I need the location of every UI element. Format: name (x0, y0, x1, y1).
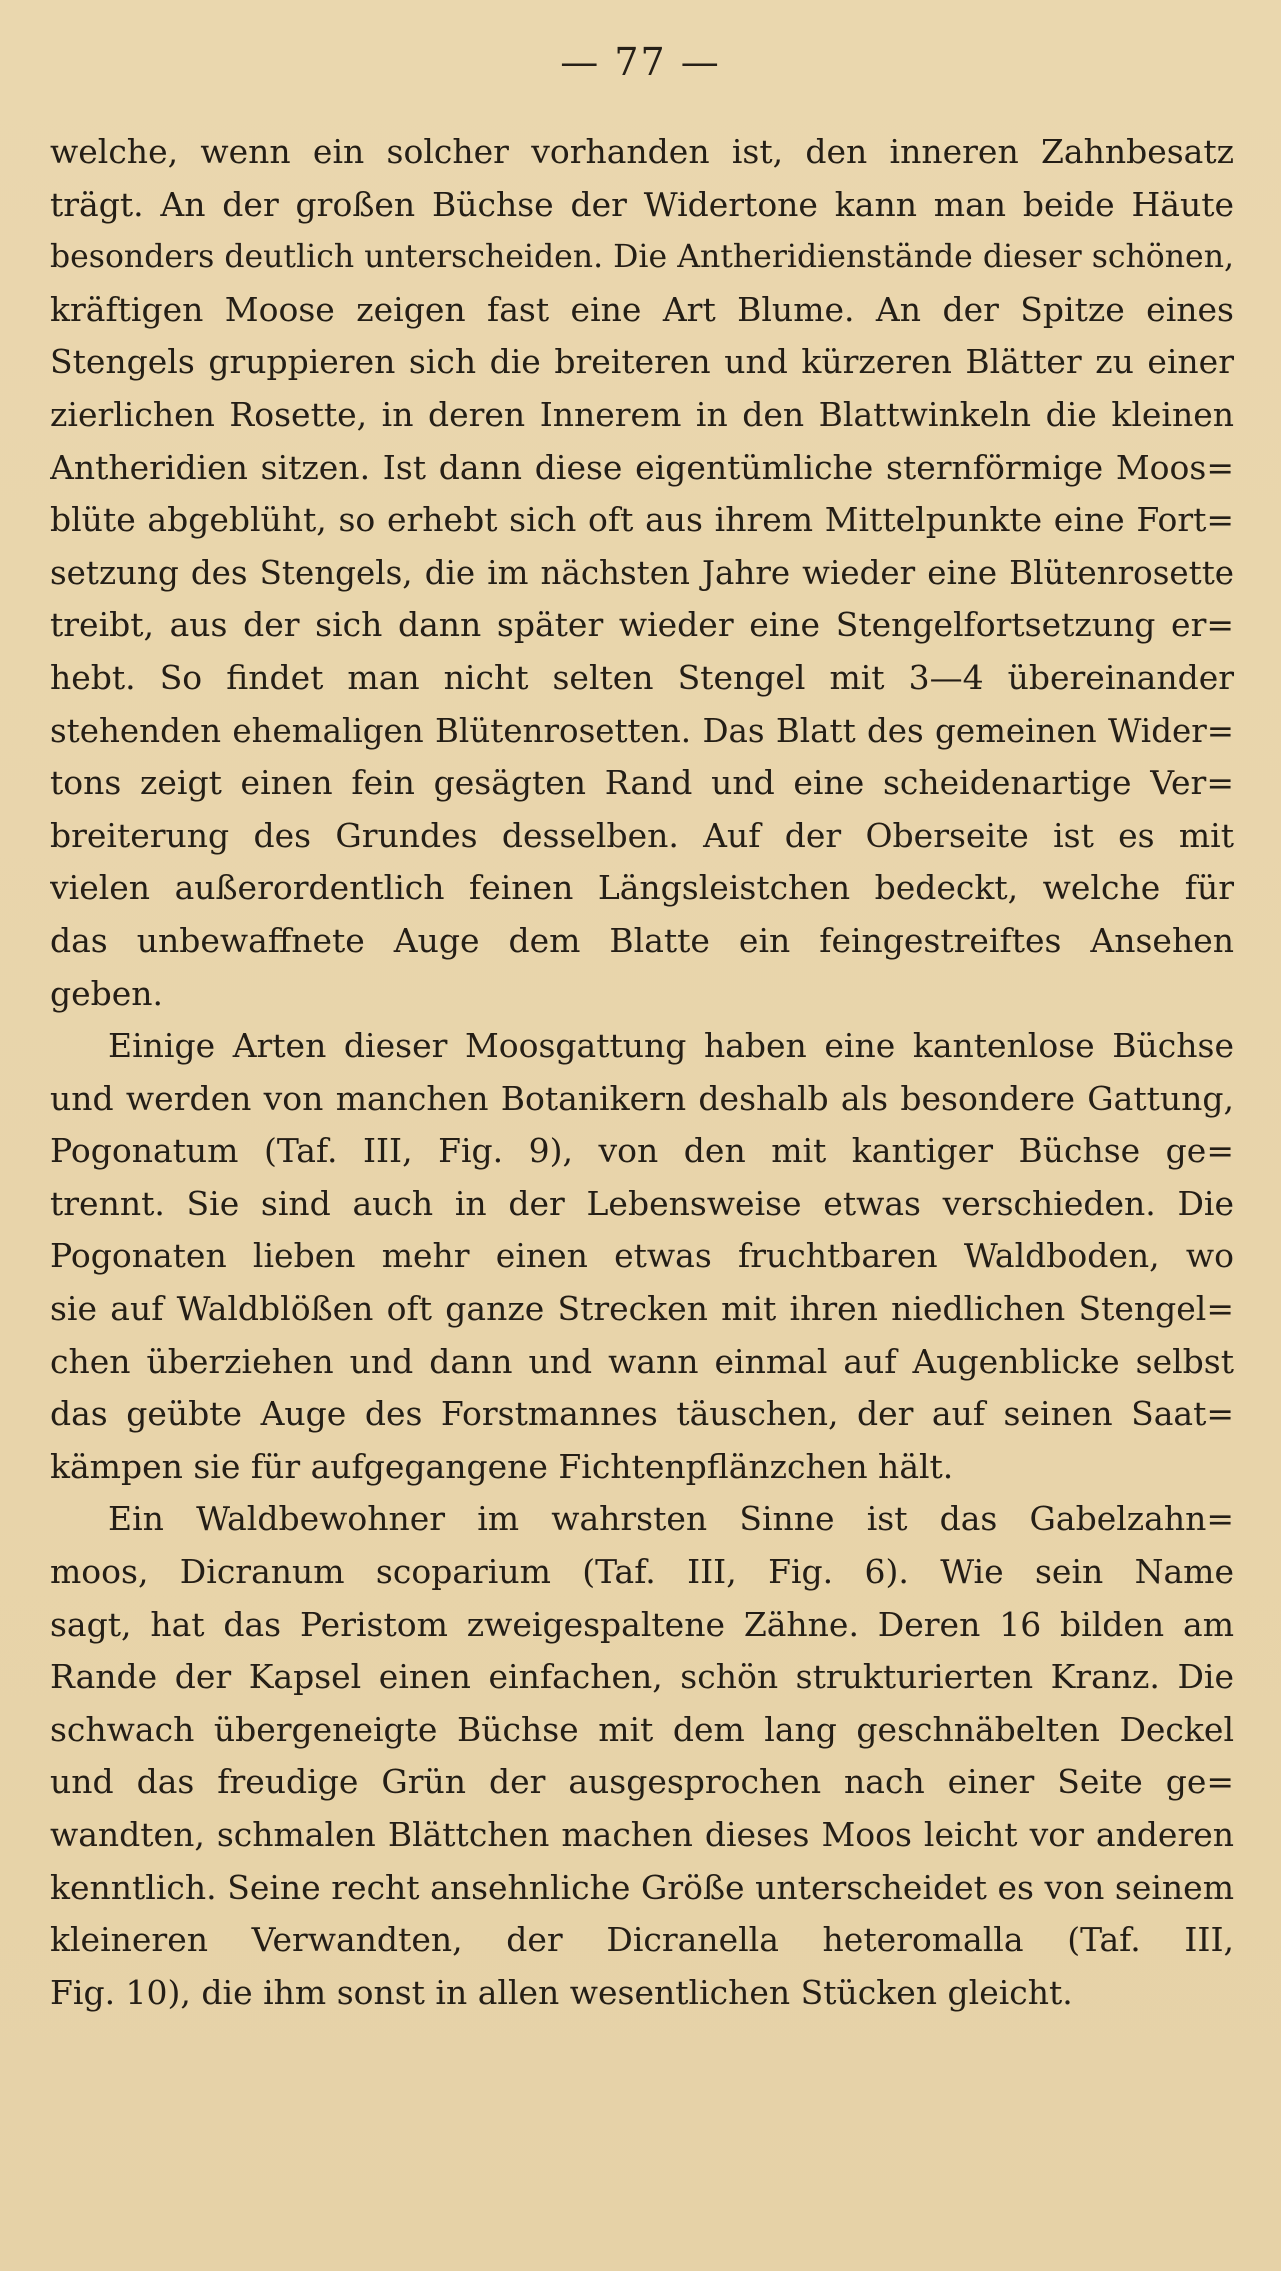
text-line: Pogonatum (Taf. III, Fig. 9), von den mit kantiger Büchse ge= (50, 1131, 1234, 1171)
text-line: setzung des Stengels, die im nächsten Jahre wieder eine Blütenrosette (50, 553, 1234, 592)
text-line: blüte abgeblüht, so erhebt sich oft aus ihrem Mittelpunkte eine Fort= (50, 500, 1234, 540)
body-text (50, 126, 1234, 2019)
text-line: geben. (50, 973, 164, 1013)
text-line: kräftigen Moose zeigen fast eine Art Blume. An der Spitze eines (50, 289, 1234, 329)
text-line: Antheridien sitzen. Ist dann diese eigentümliche sternförmige Moos= (50, 447, 1234, 487)
text-line: Ein Waldbewohner im wahrsten Sinne ist das Gabelzahn= (108, 1499, 1234, 1539)
text-line: sagt, hat das Peristom zweigespaltene Zähne. Deren 16 bilden am (50, 1604, 1234, 1644)
text-line: Einige Arten dieser Moosgattung haben eine kantenlose Büchse (108, 1026, 1234, 1066)
text-line: stehenden ehemaligen Blütenrosetten. Das Blatt des gemeinen Wider= (50, 711, 1234, 750)
text-line: Rande der Kapsel einen einfachen, schön strukturierten Kranz. Die (50, 1657, 1234, 1697)
text-line: sie auf Waldblößen oft ganze Strecken mit ihren niedlichen Stengel= (50, 1289, 1234, 1329)
text-line: chen überziehen und dann und wann einmal auf Augenblicke selbst (50, 1341, 1234, 1381)
text-line: das geübte Auge des Forstmannes täuschen, der auf seinen Saat= (50, 1394, 1234, 1434)
page-number: — 77 — (560, 40, 721, 84)
text-line: schwach übergeneigte Büchse mit dem lang geschnäbelten Deckel (50, 1709, 1234, 1749)
text-line: trägt. An der großen Büchse der Widertone kann man beide Häute (50, 184, 1234, 224)
text-line: kämpen sie für aufgegangene Fichtenpflänzchen hält. (50, 1446, 954, 1486)
text-line: hebt. So findet man nicht selten Stengel mit 3—4 übereinander (50, 657, 1234, 697)
text-line: trennt. Sie sind auch in der Lebensweise etwas verschieden. Die (50, 1183, 1234, 1223)
text-line: besonders deutlich unterscheiden. Die Antheridienstände dieser schönen, (50, 239, 1234, 276)
text-line: breiterung des Grundes desselben. Auf der Oberseite ist es mit (50, 815, 1234, 855)
text-line: Stengels gruppieren sich die breiteren und kürzeren Blätter zu einer (50, 342, 1234, 382)
text-line: Pogonaten lieben mehr einen etwas fruchtbaren Waldboden, wo (50, 1236, 1234, 1276)
text-line: und das freudige Grün der ausgesprochen nach einer Seite ge= (50, 1762, 1234, 1802)
text-line: moos, Dicranum scoparium (Taf. III, Fig. 6). Wie sein Name (50, 1552, 1234, 1592)
text-line: tons zeigt einen fein gesägten Rand und eine scheidenartige Ver= (50, 763, 1234, 803)
text-line: kleineren Verwandten, der Dicranella heteromalla (Taf. III, (50, 1920, 1234, 1960)
text-line: wandten, schmalen Blättchen machen dieses Moos leicht vor anderen (50, 1815, 1234, 1854)
text-line: zierlichen Rosette, in deren Innerem in den Blattwinkeln die kleinen (50, 394, 1234, 434)
text-line: welche, wenn ein solcher vorhanden ist, den inneren Zahnbesatz (50, 132, 1234, 171)
text-line: vielen außerordentlich feinen Längsleistchen bedeckt, welche für (50, 868, 1234, 908)
text-line: treibt, aus der sich dann später wieder eine Stengelfortsetzung er= (50, 605, 1234, 645)
text-line: und werden von manchen Botanikern deshalb als besondere Gattung, (50, 1078, 1234, 1118)
text-line: das unbewaffnete Auge dem Blatte ein feingestreiftes Ansehen (50, 920, 1234, 960)
text-line: kenntlich. Seine recht ansehnliche Größe unterscheidet es von seinem (50, 1867, 1234, 1907)
text-line: Fig. 10), die ihm sonst in allen wesentlichen Stücken gleicht. (50, 1972, 1073, 2012)
